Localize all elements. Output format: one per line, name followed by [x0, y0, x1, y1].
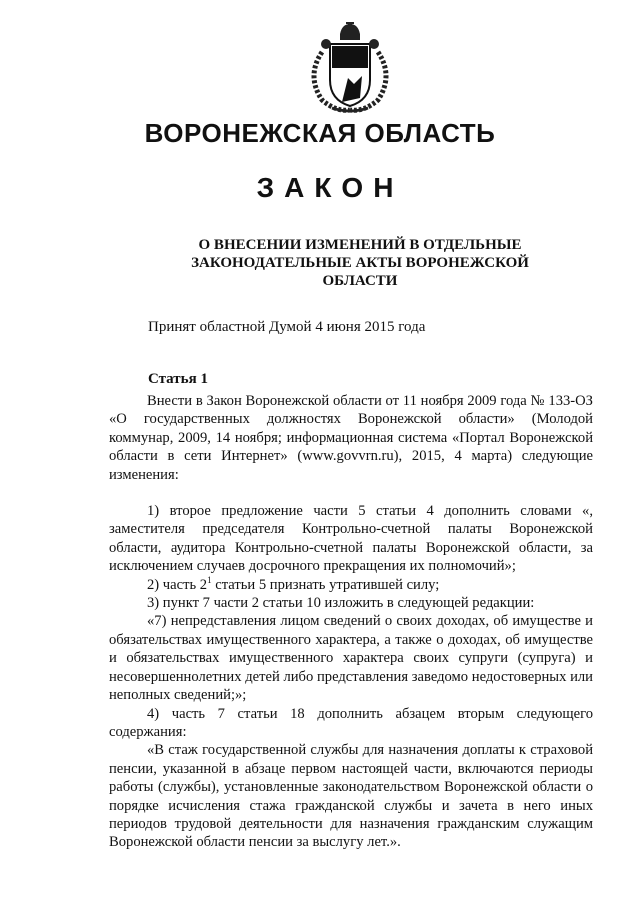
document-type: ЗАКОН: [256, 172, 404, 203]
article-body: [109, 392, 593, 852]
article-intro: Внести в Закон Воронежской области от 11 ноября 2009 года № 133-ОЗ «О государственных должностях Воронежской области» (Молодой коммунар, 2009, 14 ноября; информационная система «Портал Воронежской области в сети Интернет» (www.govvrn.ru), 2015, 4 марта) следующие изменения:: [109, 393, 593, 483]
law-title-line: ОБЛАСТИ: [322, 273, 398, 289]
item-2-superscript: 1: [207, 574, 212, 585]
article-item-3-quote: «7) непредставления лицом сведений о своих доходах, об имуществе и обязательствах имущественного характера, а также о доходах, об имуществе и обязательствах имущественного характера своих супруги (супруга) и несовершеннолетних детей либо представления заведомо недостоверных или неполных сведений;»;: [109, 613, 593, 704]
law-title-line: О ВНЕСЕНИИ ИЗМЕНЕНИЙ В ОТДЕЛЬНЫЕ: [198, 237, 522, 253]
item-2-text-start: 2) часть 2: [147, 576, 208, 593]
item-2-text-end: статьи 5 признать утратившей силу;: [211, 576, 440, 593]
article-item-3: 3) пункт 7 части 2 статьи 10 изложить в следующей редакции:: [147, 595, 535, 612]
article-item-4-quote: «В стаж государственной службы для назначения доплаты к страховой пенсии, указанной в абзаце первом настоящей части, включаются периоды работы (службы), установленные законодательством Воронежской области о порядке исчисления стажа гражданской службы и зачета в него иных периодов трудовой деятельности для назначения гражданским служащим Воронежской области пенсии за выслугу лет.».: [109, 742, 593, 851]
adoption-date: Принят областной Думой 4 июня 2015 года: [148, 319, 426, 335]
article-item-1: 1) второе предложение части 5 статьи 4 дополнить словами «, заместителя председателя Контрольно-счетной палаты Воронежской области, аудитора Контрольно-счетной палаты Воронежской области, за исключением случаев досрочного прекращения их полномочий»;: [109, 503, 593, 575]
law-title-line: ЗАКОНОДАТЕЛЬНЫЕ АКТЫ ВОРОНЕЖСКОЙ: [191, 255, 529, 271]
law-title: [140, 236, 580, 290]
region-title: ВОРОНЕЖСКАЯ ОБЛАСТЬ: [144, 118, 496, 148]
article-item-4: 4) часть 7 статьи 18 дополнить абзацем вторым следующего содержания:: [109, 705, 593, 740]
article-heading: Статья 1: [148, 371, 208, 387]
coat-of-arms-icon: [302, 22, 398, 114]
article-item-2: [109, 576, 593, 594]
